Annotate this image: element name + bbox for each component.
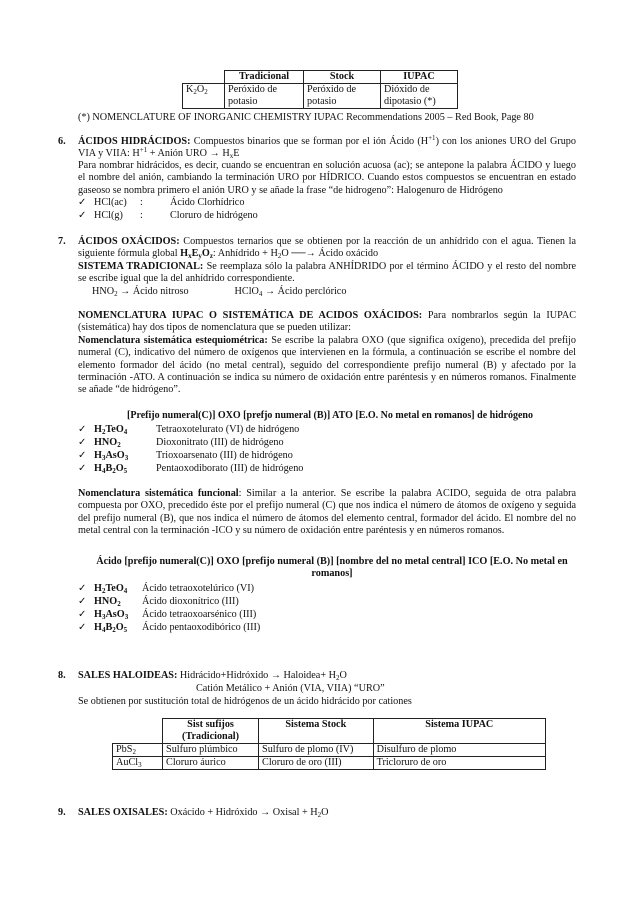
s7-title: ÁCIDOS OXÁCIDOS: (78, 236, 180, 247)
s7-esteq-formula: [Prefijo numeral(C)] OXO [prefjo numeral (B)] ATO [E.O. No metal en romanos] de hidrógeno (127, 410, 533, 421)
s7-func-item-2 (78, 596, 576, 608)
s7-trad-text: Se reemplaza sólo la palabra ANHÍDRIDO por el término ÁCIDO y el resto del nombre se escribe igual que la del anhídrido correspondiente. (78, 261, 577, 285)
s7-iupac-text: Para nombrarlos según la IUPAC (sistemática) hay dos tipos de nomenclatura que se pueden utilizar: (78, 310, 576, 334)
s7-func-item-3-formula: $H_3AsO_3$ (94, 609, 129, 621)
s7-esteq-item-2-formula: $HNO_2$ (94, 437, 121, 449)
s7-func-item-4 (78, 622, 576, 634)
s6-item-1-sep: : (140, 197, 143, 208)
t2-row2-iupac: Tricloruro de oro (373, 757, 545, 770)
t2-row1-iupac: Disulfuro de plomo (373, 744, 545, 757)
s9-number: 9. (58, 807, 66, 818)
s7-trad-ex1: $HNO_2$ → Ácido nitroso (92, 286, 189, 298)
s7-esteq-item-4-formula: $H_4B_2O_5$ (94, 463, 128, 475)
s6-item-2-formula: HCl(g) (94, 210, 123, 221)
s8-text: Se obtienen por sustitución total de hidrógenos de un ácido hidrácido por cationes (78, 696, 412, 707)
t2-header-stock: Sistema Stock (259, 719, 374, 744)
t1-formula: $K_2O_2$ (183, 84, 225, 109)
s7-esteq-item-4-name: Pentaoxodiborato (III) de hidrógeno (156, 463, 304, 474)
check-icon: ✓ (78, 210, 87, 221)
s7-intro: Compuestos ternarios que se obtienen por la reacción de un anhídrido con el agua. Tienen la siguiente fórmula global $H_xE_yO_z$: Anhídrido + $H_2O$ ──→ Ácido oxácido (78, 236, 576, 261)
s7-esteq-block (78, 335, 576, 396)
s7-esteq-item-4 (78, 463, 576, 475)
haloid-table (112, 718, 546, 770)
s6-item-2-name: Cloruro de hidrógeno (170, 210, 258, 221)
t1-stock: Peróxido de potasio (304, 84, 381, 109)
s7-func-item-1-formula: $H_2TeO_4$ (94, 583, 128, 595)
t1-header-iupac: IUPAC (380, 71, 457, 84)
s7-esteq-item-1-name: Tetraoxotelurato (VI) de hidrógeno (156, 424, 300, 435)
check-icon: ✓ (78, 463, 87, 474)
t1-header-empty (183, 71, 225, 84)
s7-trad-block (78, 261, 576, 286)
s7-iupac-title: NOMENCLATURA IUPAC O SISTEMÁTICA DE ACIDOS OXÁCIDOS: (78, 310, 423, 321)
s6-intro-block (78, 136, 576, 161)
s7-esteq-item-2-name: Dioxonitrato (III) de hidrógeno (156, 437, 284, 448)
s9-eq: Oxácido + Hidróxido → Oxisal + $H_2O$ (170, 807, 329, 819)
s7-trad-examples (92, 286, 590, 298)
t1-trad: Peróxido de potasio (225, 84, 304, 109)
s7-esteq-item-3 (78, 450, 576, 462)
peroxide-table (182, 70, 458, 109)
s7-trad-title: SISTEMA TRADICIONAL: (78, 261, 204, 272)
check-icon: ✓ (78, 437, 87, 448)
s7-esteq-item-3-formula: $H_3AsO_3$ (94, 450, 129, 462)
t1-header-stock: Stock (304, 71, 381, 84)
s7-esteq-item-1 (78, 424, 576, 436)
s7-intro-block (78, 236, 576, 261)
s6-item-1-name: Ácido Clorhídrico (170, 197, 245, 208)
s7-func-item-3 (78, 609, 576, 621)
s8-number: 8. (58, 670, 66, 681)
s8-eq2: Catión Metálico + Anión (VIA, VIIA) “URO” (196, 683, 385, 694)
footnote: (*) NOMENCLATURE OF INORGANIC CHEMISTRY IUPAC Recommendations 2005 – Red Book, Page 80 (78, 112, 534, 123)
t2-row1-stock: Sulfuro de plomo (IV) (259, 744, 374, 757)
s7-func-item-1-name: Ácido tetraoxotelúrico (VI) (142, 583, 255, 594)
s7-trad-ex2: HClO$_4$ → Ácido perclórico (234, 286, 347, 298)
s7-func-text: : Similar a la anterior. Se escribe la palabra ACIDO, seguida de otra palabra compuesta por OXO, precedido éste por el prefijo numeral (C) que nos indica el número de átomos de oxígeno y seguida del prefijo numeral (B), que nos indica el número de átomos del elemento central, formador del ácido. El nombre del no metal central con la terminación -ICO y su número de oxidación entre paréntesis y en números romanos. (78, 488, 576, 536)
s6-intro: Compuestos binarios que se forman por el ión Ácido $(H^{+1})$ con los aniones URO del Grupo VIA y VIIA: $H^{+1}$ + Anión URO → $H_xE$ (78, 134, 576, 161)
s7-esteq-item-2 (78, 437, 576, 449)
s6-item-2-sep: : (140, 210, 143, 221)
s6-number: 6. (58, 136, 66, 147)
s7-func-item-4-name: Ácido pentaoxodibórico (III) (142, 622, 261, 633)
t2-row2-stock: Cloruro de oro (III) (259, 757, 374, 770)
s7-esteq-text: Se escribe la palabra OXO (que significa oxígeno), precedida del prefijo numeral (C), indicativo del número de oxígenos que intervienen en la fórmula, a continuación se escribe el nombre del elemento formador del ácido (no metal central), seguido del correspondiente prefijo numeral (B) y afectado por la terminación -ATO. A continuación se indica su número de oxidación entre paréntesis y en números romanos. Finalmente se añade “de hidrógeno”. (78, 335, 576, 396)
check-icon: ✓ (78, 596, 87, 607)
s7-esteq-title: Nomenclatura sistemática estequiométrica: (78, 335, 268, 346)
s6-item-2 (78, 210, 576, 222)
s6-para: Para nombrar hidrácidos, es decir, cuando se encuentran en solución acuosa (ac); se antepone la palabra ÁCIDO y luego el nombre del anión, cambiando la terminación URO por HÍDRICO. Cuando estos compuestos se encuentran en estado gaseoso se nombra primero el anión URO y se añade la frase “de hidrogeno”: Halogenuro de Hidrógeno (78, 160, 576, 196)
s7-number: 7. (58, 236, 66, 247)
check-icon: ✓ (78, 197, 87, 208)
t1-iupac: Dióxido de dipotasio (*) (380, 84, 457, 109)
s7-func-item-4-formula: $H_4B_2O_5$ (94, 622, 128, 634)
s7-func-formula: Ácido [prefijo numeral(C)] OXO [prefijo numeral (B)] [nombre del no metal central] ICO [E.O. No metal en romanos] (96, 556, 568, 580)
s7-iupac-block (78, 310, 576, 335)
s8-title: SALES HALOIDEAS: (78, 670, 178, 681)
check-icon: ✓ (78, 609, 87, 620)
s7-esteq-item-1-formula: $H_2TeO_4$ (94, 424, 128, 436)
s6-item-1-formula: HCl(ac) (94, 197, 127, 208)
check-icon: ✓ (78, 450, 87, 461)
s8-eq: Hidrácido+Hidróxido → Haloidea+ $H_2O$ (179, 670, 347, 682)
t2-row2-trad: Cloruro áurico (163, 757, 259, 770)
t2-header-empty (113, 719, 163, 744)
t2-row2-formula: AuCl$_3$ (113, 757, 163, 770)
s7-esteq-item-3-name: Trioxoarsenato (III) de hidrógeno (156, 450, 293, 461)
s7-func-block (78, 488, 576, 537)
s7-func-item-1 (78, 583, 576, 595)
check-icon: ✓ (78, 622, 87, 633)
s7-func-title: Nomenclatura sistemática funcional (78, 488, 239, 499)
s9-title-line (78, 807, 576, 819)
check-icon: ✓ (78, 424, 87, 435)
s9-title: SALES OXISALES: (78, 807, 168, 818)
t2-header-iupac: Sistema IUPAC (373, 719, 545, 744)
t2-row1-formula: PbS$_2$ (113, 744, 163, 757)
t1-header-trad: Tradicional (225, 71, 304, 84)
s7-func-item-2-formula: $HNO_2$ (94, 596, 121, 608)
s7-func-item-2-name: Ácido dioxonítrico (III) (142, 596, 239, 607)
s7-func-item-3-name: Ácido tetraoxoarsénico (III) (142, 609, 257, 620)
s8-title-line (78, 670, 576, 682)
t2-header-trad: Sist sufijos (Tradicional) (163, 719, 259, 744)
s6-item-1 (78, 197, 576, 209)
s6-title: ÁCIDOS HIDRÁCIDOS: (78, 136, 191, 147)
check-icon: ✓ (78, 583, 87, 594)
t2-row1-trad: Sulfuro plúmbico (163, 744, 259, 757)
